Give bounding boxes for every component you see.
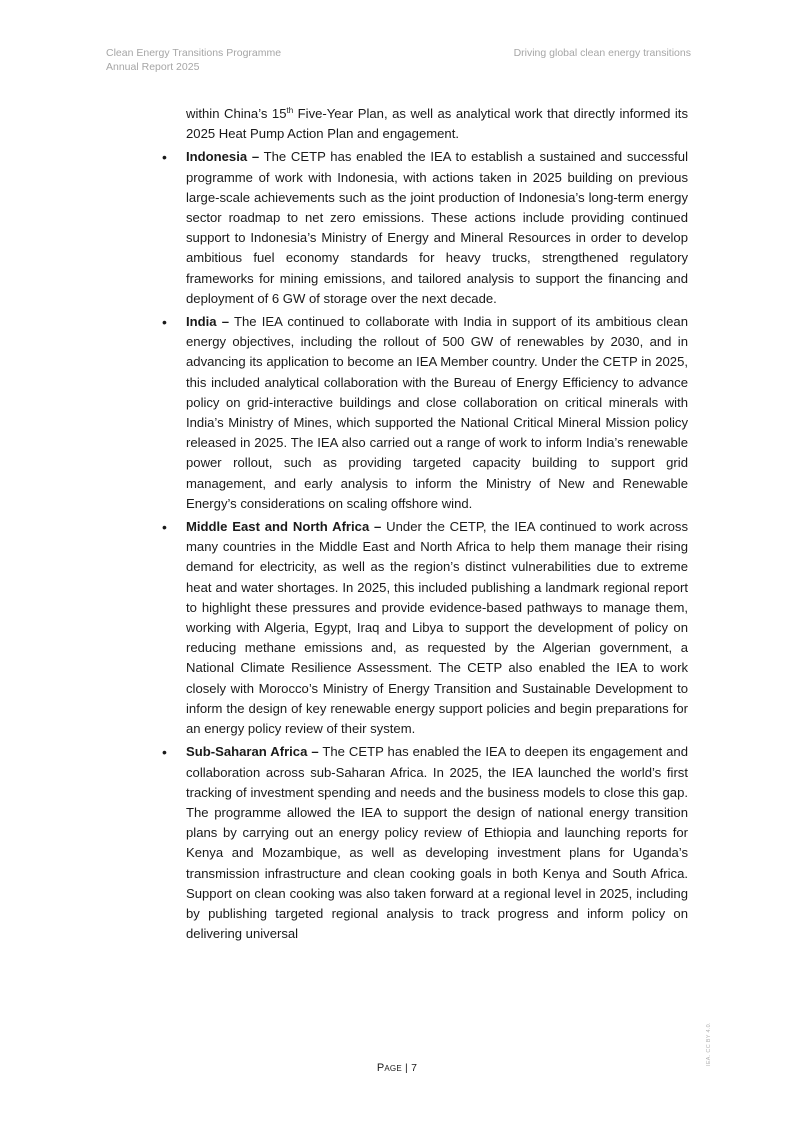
bullet-dot-icon: • [162,744,167,761]
bullet-text: Under the CETP, the IEA continued to work across many countries in the Middle East and North Africa to help them manage their rising demand for electricity, as well as the region’s distinct vulnerabilities due to extreme heat and water shortages. In 2025, this included publishing a landmark regional report to highlight these pressures and provide evidence-based pathways to manage them, working with Algeria, Egypt, Iraq and Libya to support the development of policy on reducing methane emissions and, as requested by the Algerian government, a National Climate Resilience Assessment. The CETP also enabled the IEA to work closely with Morocco’s Ministry of Energy Transition and Sustainable Development to inform the design of key renewable energy support policies and begin preparations for an energy policy review of their system. [186,519,688,737]
bullet-title: Indonesia – [186,149,260,165]
bullet-text: The IEA continued to collaborate with India in support of its ambitious clean energy objectives, including the rollout of 500 GW of renewables by 2030, and in advancing its application to become an IEA Member country. Under the CETP in 2025, this included analytical collaboration with the Bureau of Energy Efficiency to advance policy on grid-interactive buildings and close collaboration on critical minerals with India’s Ministry of Mines, which supported the National Critical Mineral Mission policy released in 2025. The IEA also carried out a range of work to inform India’s renewable power rollout, such as providing targeted capacity building to support grid management, and early analysis to inform the Ministry of New and Renewable Energy’s considerations on scaling offshore wind. [186,314,688,511]
bullet-title: India – [186,314,230,330]
intro-text-end: Five-Year Plan, as well as analytical work that directly informed its 2025 Heat Pump Action Plan and engagement. [186,106,688,142]
intro-paragraph [186,104,688,144]
bullet-item-india [162,312,688,514]
bullet-dot-icon: • [162,149,167,166]
header-right [514,46,691,60]
bullet-item-sub-saharan-africa [162,742,688,944]
license-mark: IEA. CC BY 4.0. [706,1022,712,1066]
intro-text-start: within China’s 15 [186,106,287,121]
page-footer [0,1062,794,1074]
page-separator: | [401,1062,412,1074]
bullet-text: The CETP has enabled the IEA to deepen its engagement and collaboration across sub-Saharan Africa. In 2025, the IEA launched the world’s first tracking of investment spending and needs and the business models to close this gap. The programme allowed the IEA to support the design of national energy transition plans by carrying out an energy policy review of Ethiopia and launching reports for Kenya and Mozambique, as well as developing investment plans for Uganda’s transmission infrastructure and clean cooking goals in both Kenya and South Africa. Support on clean cooking was also taken forward at a regional level in 2025, including by publishing targeted regional analysis to track progress and inform policy on delivering universal [186,744,688,942]
header-report-title: Clean Energy Transitions Programme [106,47,282,59]
bullet-title: Sub-Saharan Africa – [186,744,319,760]
page-label: Page [376,1062,402,1074]
page-number: 7 [411,1062,418,1074]
body-content [162,104,688,947]
bullet-text: The CETP has enabled the IEA to establish a sustained and successful programme of work with Indonesia, with actions taken in 2025 building on previous large-scale achievements such as the joint production of Indonesia’s long-term energy sector roadmap to net zero emissions. These actions include providing continued support to Indonesia’s Ministry of Energy and Mineral Resources in order to develop ambitious fuel economy standards for heavy trucks, strengthened regulatory frameworks for mining emissions, and tailored analysis to support the financing and deployment of 6 GW of storage over the next decade. [186,149,688,306]
bullet-dot-icon: • [162,519,167,536]
header-tagline: Driving global clean energy transitions [513,47,691,59]
header-left [106,46,281,74]
header-report-subtitle: Annual Report 2025 [106,61,200,73]
intro-superscript: th [286,106,294,115]
bullet-item-mena [162,517,688,739]
bullet-item-indonesia [162,147,688,309]
bullet-title: Middle East and North Africa – [186,519,382,535]
bullet-dot-icon: • [162,314,167,331]
